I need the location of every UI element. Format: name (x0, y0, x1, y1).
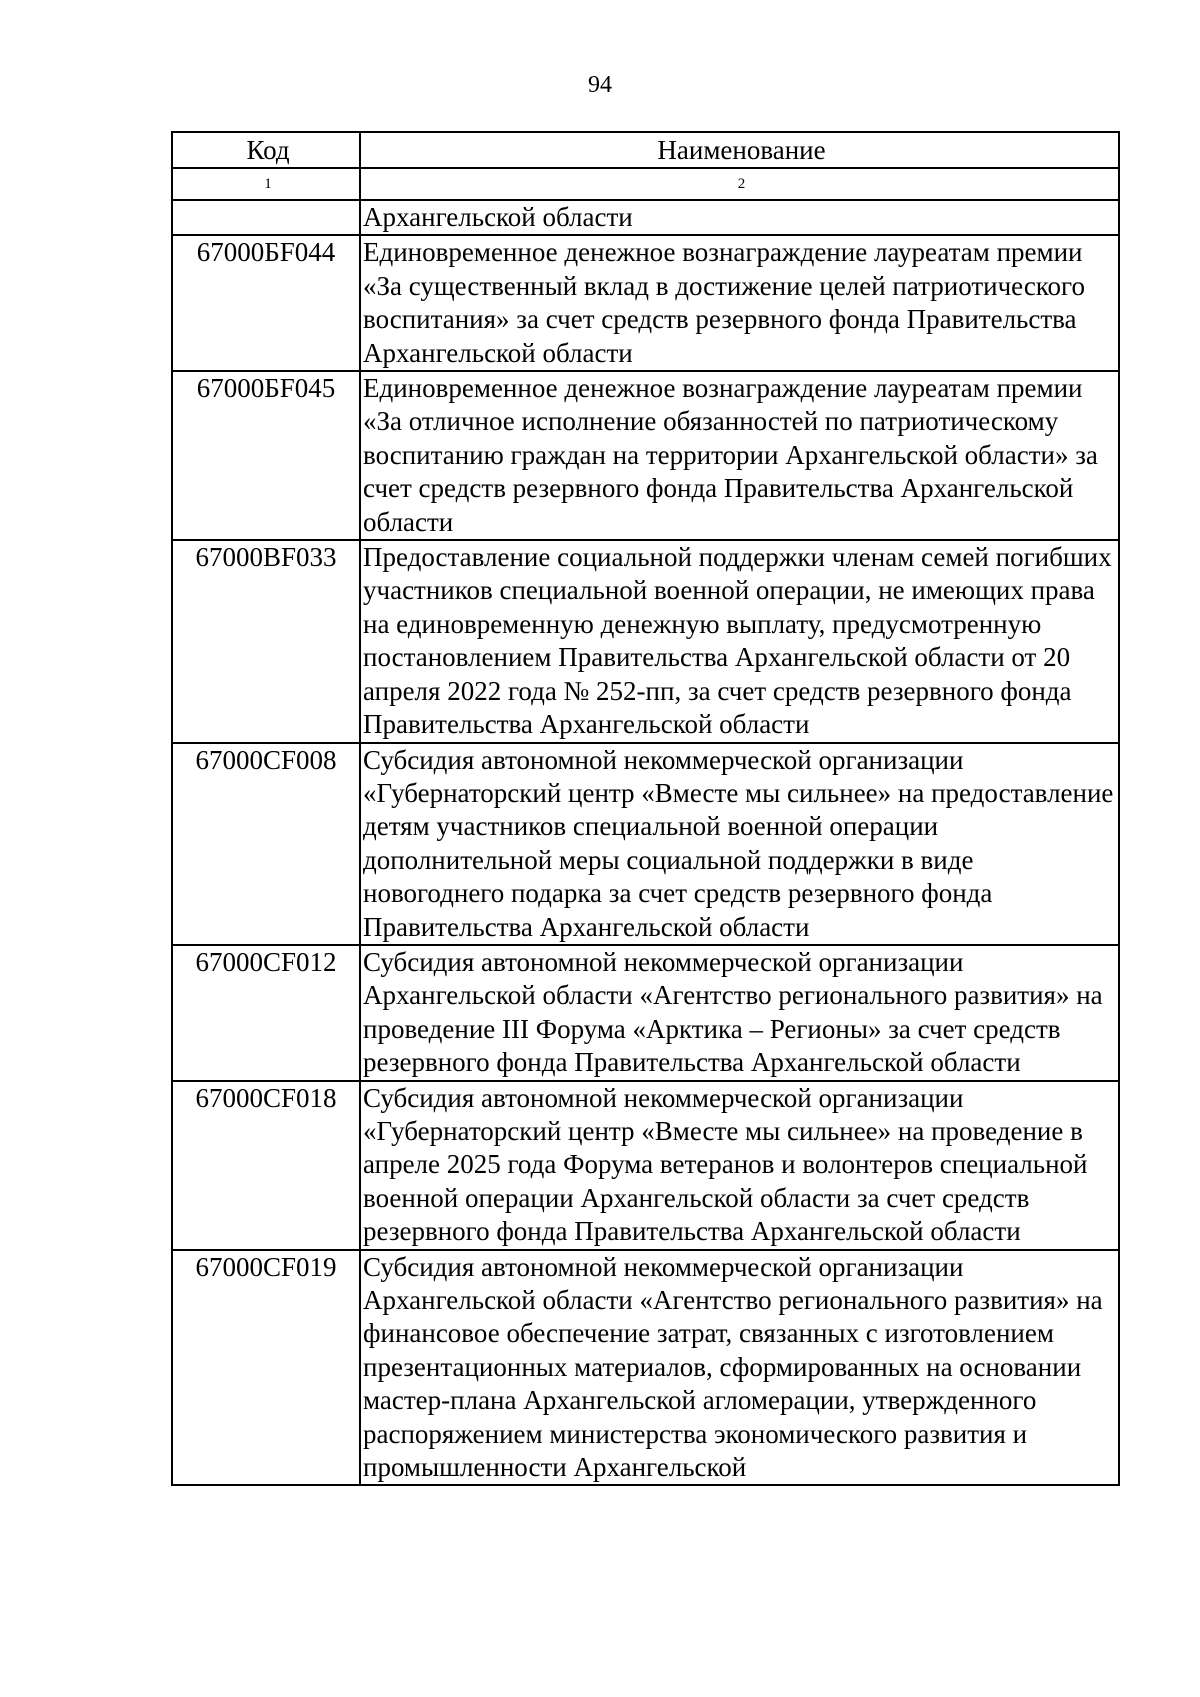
row-code: 67000БF045 (172, 371, 360, 540)
row-name: Субсидия автономной некоммерческой организации Архангельской области «Агентство регионального развития» на проведение III Форума «Арктика – Регионы» за счет средств резервного фонда Правительства Архангельской области (360, 945, 1119, 1081)
row-name: Архангельской области (360, 200, 1119, 235)
row-name: Субсидия автономной некоммерческой организации «Губернаторский центр «Вместе мы сильнее» на предоставление детям участников специальной военной операции дополнительной меры социальной поддержки в виде новогоднего подарка за счет средств резервного фонда Правительства Архангельской области (360, 743, 1119, 945)
table-row (172, 945, 1119, 1081)
row-code: 67000БF044 (172, 235, 360, 371)
row-name: Предоставление социальной поддержки членам семей погибших участников специальной военной операции, не имеющих права на единовременную денежную выплату, предусмотренную постановлением Правительства Архангельской области от 20 апреля 2022 года № 252-пп, за счет средств резервного фонда Правительства Архангельской области (360, 540, 1119, 742)
row-code: 67000CF018 (172, 1081, 360, 1250)
table-row (172, 743, 1119, 945)
table-row (172, 1250, 1119, 1486)
header-code: Код (172, 132, 360, 168)
budget-classification-table (171, 131, 1120, 1486)
row-name: Единовременное денежное вознаграждение лауреатам премии «За существенный вклад в достижение целей патриотического воспитания» за счет средств резервного фонда Правительства Архангельской области (360, 235, 1119, 371)
table-row (172, 371, 1119, 540)
header-name: Наименование (360, 132, 1119, 168)
column-number-name: 2 (360, 168, 1119, 200)
column-number-row (172, 168, 1119, 200)
page-number: 94 (588, 72, 612, 98)
table-header-row (172, 132, 1119, 168)
table-row (172, 235, 1119, 371)
table-row (172, 540, 1119, 742)
row-code: 67000CF019 (172, 1250, 360, 1486)
table-row (172, 200, 1119, 235)
row-code: 67000CF012 (172, 945, 360, 1081)
row-name: Субсидия автономной некоммерческой организации «Губернаторский центр «Вместе мы сильнее» на проведение в апреле 2025 года Форума ветеранов и волонтеров специальной военной операции Архангельской области за счет средств резервного фонда Правительства Архангельской области (360, 1081, 1119, 1250)
row-code (172, 200, 360, 235)
column-number-code: 1 (172, 168, 360, 200)
table-row (172, 1081, 1119, 1250)
row-code: 67000ВF033 (172, 540, 360, 742)
row-name: Субсидия автономной некоммерческой организации Архангельской области «Агентство регионального развития» на финансовое обеспечение затрат, связанных с изготовлением презентационных материалов, сформированных на основании мастер-плана Архангельской агломерации, утвержденного распоряжением министерства экономического развития и промышленности Архангельской (360, 1250, 1119, 1486)
row-code: 67000CF008 (172, 743, 360, 945)
row-name: Единовременное денежное вознаграждение лауреатам премии «За отличное исполнение обязанностей по патриотическому воспитанию граждан на территории Архангельской области» за счет средств резервного фонда Правительства Архангельской области (360, 371, 1119, 540)
